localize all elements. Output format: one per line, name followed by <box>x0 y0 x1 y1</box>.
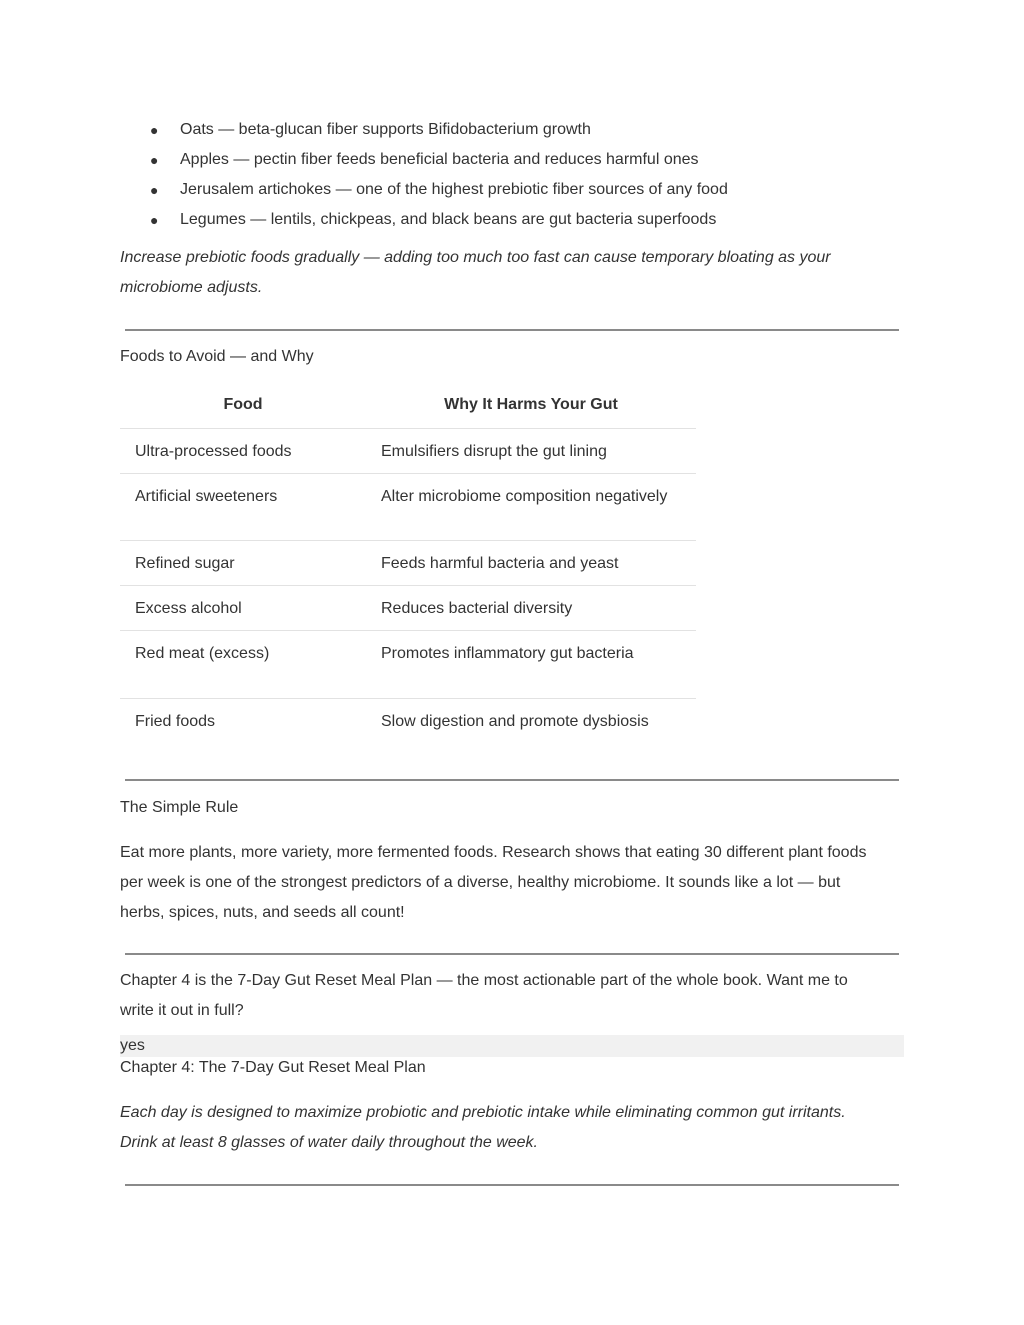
reason-cell: Emulsifiers disrupt the gut lining <box>366 429 696 474</box>
chapter-offer-paragraph: Chapter 4 is the 7-Day Gut Reset Meal Plan — the most actionable part of the whole book. Want me to write it out in full? <box>120 972 848 1019</box>
chapter-intro: Each day is designed to maximize probiotic and prebiotic intake while eliminating common gut irritants. Drink at least 8 glasses of water daily throughout the week. <box>120 1104 846 1151</box>
food-cell: Fried foods <box>135 713 216 730</box>
food-cell: Ultra-processed foods <box>120 429 366 474</box>
divider <box>125 1184 899 1186</box>
reason-cell: Alter microbiome composition negatively <box>366 474 696 541</box>
simple-rule-paragraph: Eat more plants, more variety, more fermented foods. Research shows that eating 30 different plant foods per week is one of the strongest predictors of a diverse, healthy microbiome. It sounds like a lot — but herbs, spices, nuts, and seeds all count! <box>120 844 867 921</box>
simple-rule-heading: The Simple Rule <box>120 799 239 816</box>
divider <box>125 329 899 331</box>
list-item: ● Oats — beta-glucan fiber supports Bifidobacterium growth <box>150 119 910 149</box>
food-cell: Refined sugar <box>120 541 366 586</box>
table-row <box>120 474 696 541</box>
avoid-heading: Foods to Avoid — and Why <box>120 348 314 365</box>
list-item: ● Legumes — lentils, chickpeas, and black beans are gut bacteria superfoods <box>150 209 910 239</box>
table-header-row <box>120 382 696 429</box>
reason-cell: Reduces bacterial diversity <box>366 586 696 631</box>
table-row <box>120 429 696 474</box>
food-cell: Artificial sweeteners <box>120 474 366 541</box>
column-header-food: Food <box>120 382 366 429</box>
reason-cell: Promotes inflammatory gut bacteria <box>366 631 696 699</box>
list-item: ● Jerusalem artichokes — one of the highest prebiotic fiber sources of any food <box>150 179 910 209</box>
prebiotic-food-list <box>150 119 910 239</box>
bullet-icon: ● <box>150 212 159 228</box>
table-row <box>120 586 696 631</box>
divider <box>125 953 899 955</box>
table-row <box>120 699 696 744</box>
table-row <box>120 631 696 699</box>
bullet-icon: ● <box>150 152 159 168</box>
table-row <box>120 541 696 586</box>
food-cell: Excess alcohol <box>120 586 366 631</box>
chapter-title: Chapter 4: The 7-Day Gut Reset Meal Plan <box>120 1059 426 1076</box>
bullet-icon: ● <box>150 122 159 138</box>
reason-cell: Slow digestion and promote dysbiosis <box>381 713 649 730</box>
reason-cell: Feeds harmful bacteria and yeast <box>366 541 696 586</box>
divider <box>125 779 899 781</box>
list-item: ● Apples — pectin fiber feeds beneficial bacteria and reduces harmful ones <box>150 149 910 179</box>
user-reply: yes <box>120 1035 904 1057</box>
prebiotic-note: Increase prebiotic foods gradually — adding too much too fast can cause temporary bloating as your microbiome adjusts. <box>120 249 831 296</box>
bullet-icon: ● <box>150 182 159 198</box>
column-header-why: Why It Harms Your Gut <box>366 382 696 429</box>
food-cell: Red meat (excess) <box>120 631 366 699</box>
foods-to-avoid-table <box>120 382 696 744</box>
